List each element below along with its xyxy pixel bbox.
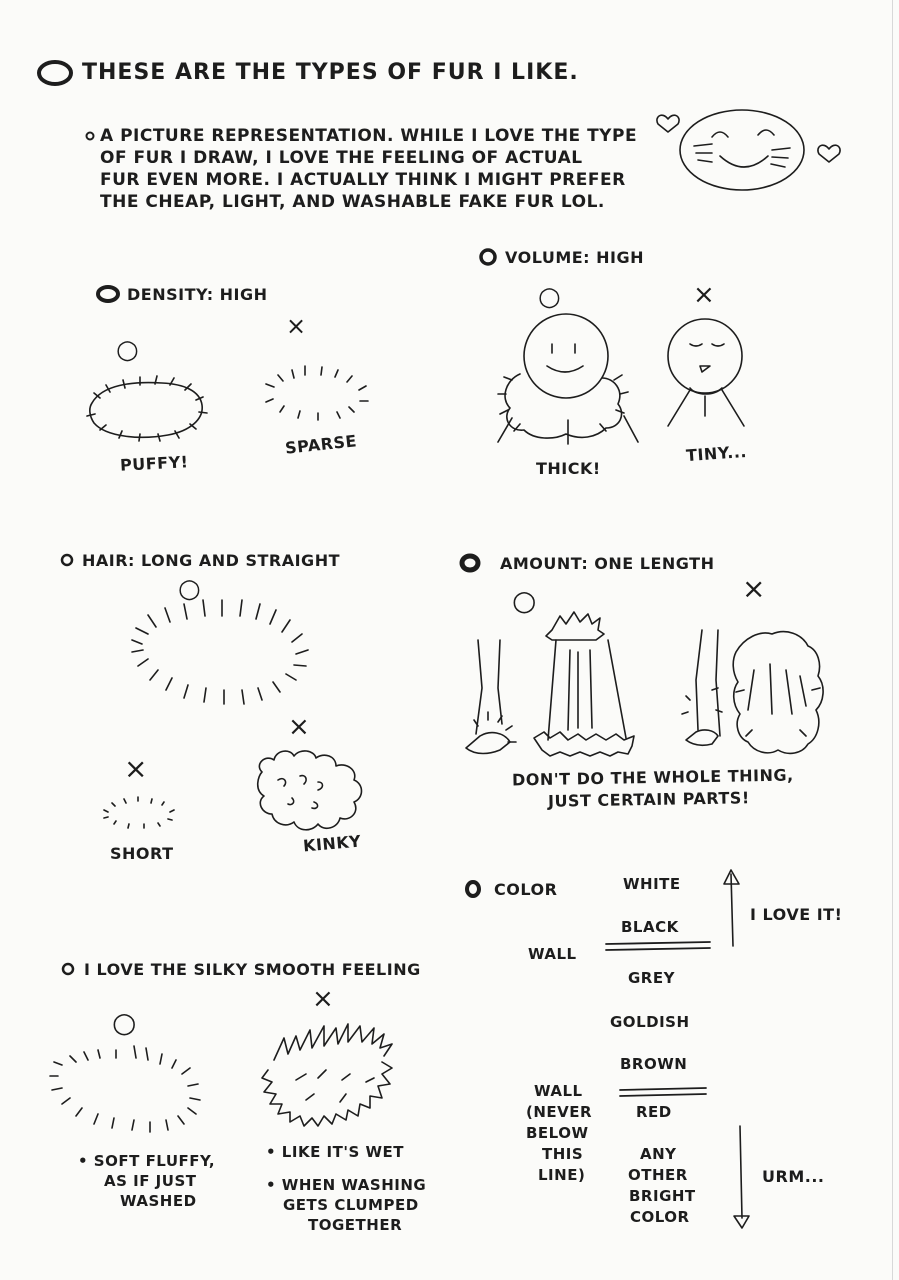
good-mark: ○ (116, 335, 140, 365)
color-grey: GREY (628, 969, 675, 987)
color-brown: BROWN (620, 1055, 688, 1073)
urm-label: URM... (762, 1167, 825, 1186)
arrow-up-icon (724, 870, 739, 946)
thick-caption: THICK! (536, 459, 601, 478)
intro-line-2: OF FUR I DRAW, I LOVE THE FEELING OF ACTUAL (100, 148, 583, 168)
color-black: BLACK (621, 918, 679, 936)
soft-fluffy-fur-drawing (50, 1046, 200, 1132)
soft-fluffy-line-1: • SOFT FLUFFY, (78, 1152, 216, 1170)
wet-item-2-line-1: • WHEN WASHING (266, 1176, 427, 1194)
bad-mark: × (693, 280, 716, 310)
color-red: RED (636, 1103, 672, 1121)
good-mark: ○ (112, 1006, 137, 1039)
good-mark: ○ (538, 282, 562, 312)
wet-item-1: • LIKE IT'S WET (266, 1143, 404, 1161)
full-fur-outfit-drawing (682, 630, 823, 753)
volume-bullet-icon (481, 250, 495, 264)
bad-mark: × (288, 712, 311, 742)
puffy-fur-drawing (87, 376, 207, 441)
tiny-fur-character-drawing (668, 319, 744, 426)
long-straight-fur-drawing (132, 600, 308, 704)
amount-caption-line-2: JUST CERTAIN PARTS! (547, 788, 750, 811)
color-white: WHITE (623, 875, 681, 893)
intro-line-1: A PICTURE REPRESENTATION. WHILE I LOVE THE TYPE (100, 126, 638, 146)
bad-mark: × (742, 572, 766, 605)
intro-line-3: FUR EVEN MORE. I ACTUALLY THINK I MIGHT PREFER (100, 170, 626, 190)
silky-bullet-icon (63, 964, 73, 974)
color-goldish: GOLDISH (610, 1013, 690, 1031)
title-bullet-icon (39, 62, 71, 84)
bad-mark: × (312, 984, 335, 1014)
color-bullet-icon (467, 882, 479, 896)
color-bright: BRIGHT (629, 1187, 696, 1205)
arrow-down-icon (734, 1126, 749, 1228)
heart-icon (657, 115, 679, 132)
wall-never-below-line-5: LINE) (538, 1166, 586, 1184)
amount-heading: AMOUNT: ONE LENGTH (500, 554, 715, 573)
intro-line-4: THE CHEAP, LIGHT, AND WASHABLE FAKE FUR LOL. (100, 192, 605, 212)
density-bullet-icon (98, 287, 118, 301)
color-other: OTHER (628, 1166, 688, 1184)
wall-never-below-line-3: BELOW (526, 1124, 589, 1142)
page-title: THESE ARE THE TYPES OF FUR I LIKE. (82, 60, 579, 85)
wall-label: WALL (528, 945, 577, 963)
kinky-caption: KINKY (302, 831, 362, 856)
good-mark: ○ (178, 574, 202, 604)
bad-mark: × (124, 752, 148, 785)
wet-clumped-fur-drawing (262, 1024, 392, 1126)
color-heading: COLOR (494, 880, 558, 899)
density-heading: DENSITY: HIGH (127, 285, 268, 304)
wet-item-2-line-2: GETS CLUMPED (283, 1196, 419, 1214)
sparse-caption: SPARSE (284, 431, 358, 458)
kinky-fur-drawing (258, 751, 362, 830)
wet-item-2-line-3: TOGETHER (308, 1216, 403, 1234)
wall-line (606, 942, 710, 950)
amount-bullet-icon (462, 556, 478, 570)
thick-fur-character-drawing (498, 314, 638, 444)
hair-heading: HAIR: LONG AND STRAIGHT (82, 551, 340, 570)
wall-never-below-line-4: THIS (542, 1145, 584, 1163)
color-any: ANY (640, 1145, 677, 1163)
love-it-label: I LOVE IT! (750, 905, 843, 924)
smiley-face-icon (680, 110, 804, 190)
tiny-caption: TINY... (685, 441, 748, 466)
bad-mark: × (286, 312, 307, 340)
wall-never-below-line-2: (NEVER (526, 1103, 593, 1121)
amount-caption-line-1: DON'T DO THE WHOLE THING, (511, 765, 794, 790)
puffy-caption: PUFFY! (119, 452, 189, 475)
hair-bullet-icon (62, 555, 72, 565)
intro-bullet-icon (87, 133, 94, 140)
short-caption: SHORT (110, 844, 174, 863)
heart-icon (818, 145, 840, 162)
short-fur-drawing (104, 797, 174, 828)
partial-fur-outfit-drawing (466, 612, 634, 756)
wall-never-below-line-1: WALL (534, 1082, 583, 1100)
soft-fluffy-line-2: AS IF JUST (104, 1172, 197, 1190)
sparse-fur-drawing (266, 366, 368, 420)
soft-fluffy-line-3: WASHED (120, 1192, 197, 1210)
silky-heading: I LOVE THE SILKY SMOOTH FEELING (84, 960, 421, 979)
good-mark: ○ (512, 584, 537, 617)
color-color: COLOR (630, 1208, 690, 1226)
volume-heading: VOLUME: HIGH (505, 248, 645, 267)
wall-line (620, 1088, 706, 1096)
